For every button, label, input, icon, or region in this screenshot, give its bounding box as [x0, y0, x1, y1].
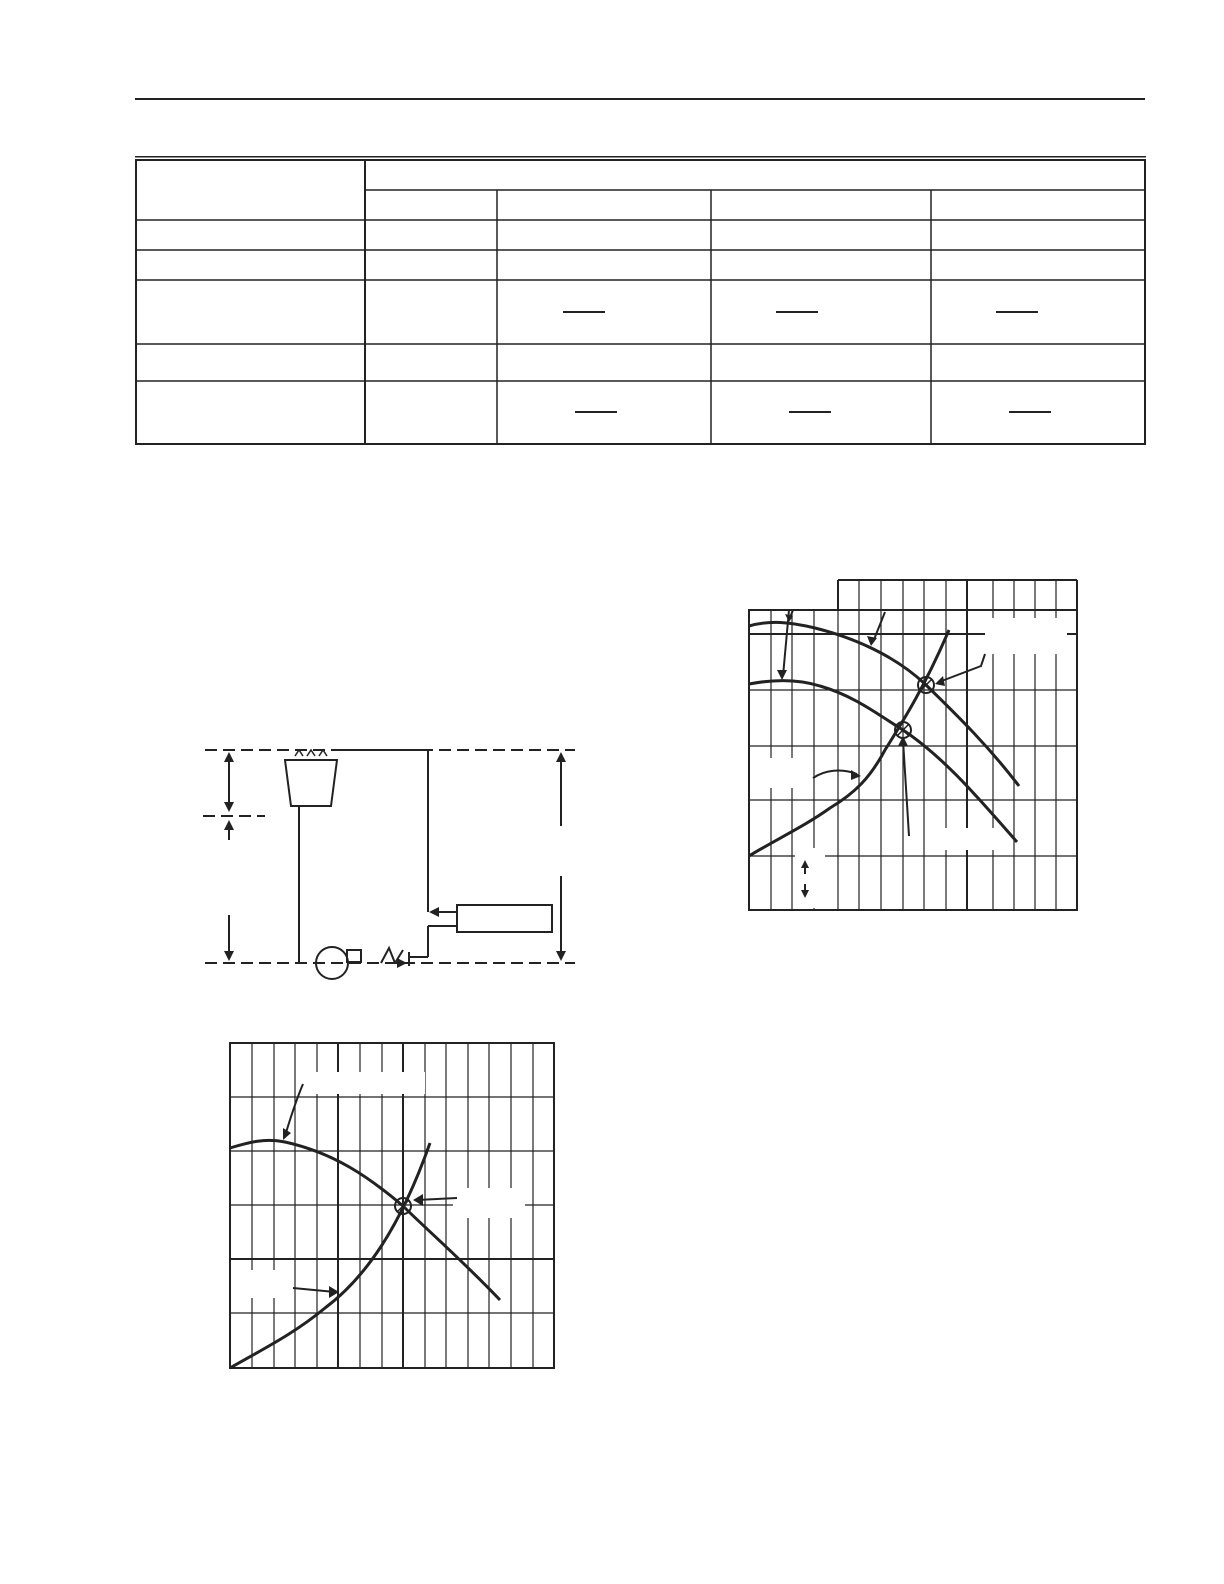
pump-motor-icon	[347, 950, 361, 962]
heat-exchanger-icon	[457, 905, 552, 932]
label-area	[985, 618, 1067, 654]
label-area	[751, 758, 811, 788]
label-area	[925, 828, 999, 850]
label-area	[305, 1072, 425, 1094]
horizontal-gridlines	[749, 634, 1077, 856]
two-pump-curves-chart	[745, 578, 1080, 913]
leader-line	[285, 1084, 303, 1136]
label-area	[795, 848, 825, 908]
label-area	[453, 1188, 525, 1218]
leader-line	[903, 740, 909, 836]
system-schematic	[195, 740, 585, 990]
leader-line	[293, 1288, 335, 1292]
label-area	[231, 1270, 281, 1298]
system-curve	[230, 1143, 430, 1368]
fraction-bars	[563, 312, 1051, 412]
leader-line	[813, 771, 857, 778]
leader-line	[873, 612, 885, 642]
data-table	[135, 156, 1146, 446]
pump-system-curve-chart	[225, 1038, 560, 1373]
arrowheads	[224, 752, 566, 968]
cooling-tower-icon	[285, 760, 337, 806]
spray-icon	[295, 750, 327, 756]
header-rule	[135, 98, 1145, 100]
